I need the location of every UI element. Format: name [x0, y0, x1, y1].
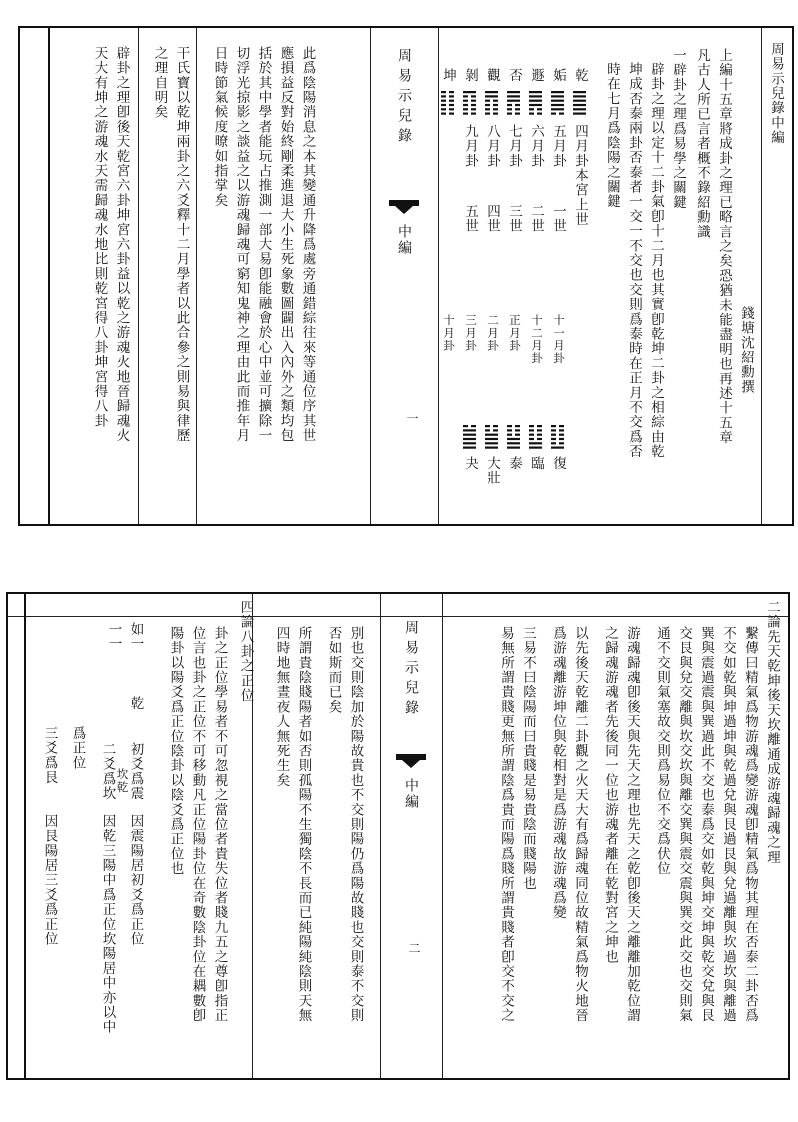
paired-month: 十月卦	[442, 314, 456, 353]
intro-line-2: 凡古人所已言者概不錄紹勳識	[694, 48, 710, 240]
page-number: 二	[407, 942, 421, 954]
paired-hexagram-name: 夬	[462, 456, 478, 471]
hexagram-symbol	[440, 90, 455, 116]
section3-line-2: 別也交則陰加於陽故貴也不交則陽仍爲陽故賤也交則泰不交則	[347, 626, 364, 1023]
section3-title: 三易不曰陰陽而曰貴賤是易貴陰而賤陽也	[520, 626, 536, 891]
divider	[761, 28, 762, 524]
band-section: 中編	[396, 224, 412, 256]
band-title: 周易示兒錄	[403, 620, 419, 720]
pos-row-2-note: 因乾三陽中爲正位坎陽居中亦以中	[99, 814, 116, 1035]
hexagram-name: 姤	[550, 68, 566, 83]
paired-hexagram-symbol	[484, 424, 499, 450]
section3-line-4: 所謂貴陰賤陽者如否則孤陽不生獨陰不長而已純陽純陰則天無	[295, 626, 312, 1023]
hexagram-name: 遯	[528, 68, 544, 83]
section4-line-3: 陽卦以陽爻爲正位陰卦以陰爻爲正位也	[167, 626, 184, 876]
hexagram-month: 九月卦	[462, 124, 478, 169]
paired-hexagram-symbol	[462, 424, 477, 450]
hexagram-generation: 四世	[484, 204, 500, 234]
hexagram-symbol	[506, 90, 521, 116]
paired-month: 正月卦	[508, 314, 522, 353]
fish-tail-ornament	[396, 754, 426, 760]
body-line-9: 天大有坤之游魂水天需歸魂水地比則乾宮得八卦坤宮得八卦	[91, 46, 108, 429]
hexagram-name: 乾	[572, 68, 588, 83]
pos-row-1-name: 乾	[127, 696, 144, 711]
section2-title: 二論先天乾坤後天坎離通成游魂歸魂之理	[764, 600, 780, 865]
section1-line-3: 時在七月爲陰陽之關鍵	[604, 62, 620, 209]
center-band	[370, 28, 438, 524]
page-number: 一	[405, 412, 419, 424]
section2-line-9: 爲游魂離游坤位與乾相對是爲游魂故游魂爲變	[550, 626, 566, 920]
section1-line-2: 坤成否泰兩卦否泰者一交一不交也交則爲泰時在正月不交爲否	[626, 62, 642, 459]
left-border	[48, 28, 50, 524]
paired-month: 二月卦	[486, 314, 500, 353]
center-band	[380, 594, 442, 1078]
hexagram-name: 觀	[484, 68, 500, 83]
body-line-1: 此爲陰陽消息之本其變通升降爲處旁通錯綜往來等通位序其世	[299, 46, 316, 443]
pos-row-2-small: 坎乾	[115, 768, 130, 794]
author-line: 錢塘沈紹勳撰	[738, 306, 754, 395]
hexagram-name: 剝	[462, 68, 478, 83]
section2-line-2: 不交如乾與坤過坤與乾過兌與艮過艮與兌過離與坎過坎與離過	[720, 626, 736, 1023]
hexagram-symbol	[528, 90, 543, 116]
band-border-right	[438, 28, 439, 524]
fish-tail-ornament	[389, 200, 419, 206]
section2-line-3: 巽與震過震與巽過此不交也泰爲交如乾與坤交坤與乾交兌與艮	[698, 626, 714, 1023]
page-header: 周易示兒錄中編	[768, 42, 784, 145]
section4-line-1: 卦之正位學易者不可忽視之當位者貴失位者賤九五之尊卽指正	[211, 626, 228, 1023]
hexagram-month: 七月卦	[506, 124, 522, 169]
left-border	[24, 594, 26, 1078]
divider	[196, 28, 197, 524]
hexagram-name: 坤	[440, 68, 456, 83]
pos-row-4-pos: 三爻爲艮	[41, 726, 58, 785]
section2-line-8: 以先後天乾離二卦觀之火天大有爲歸魂同位故精氣爲物火地晉	[572, 626, 588, 1023]
section2-line-6: 游魂歸魂卽後天與先天之理也先天之乾卽後天之離離加乾位謂	[624, 626, 640, 1023]
band-section: 中編	[403, 778, 419, 810]
intro-line-1: 上編十五章將成卦之理已略言之矣恐猶未能盡明也再述十五章	[716, 48, 732, 445]
body-line-6: 干氏寶以乾坤兩卦之六爻釋十二月學者以此合參之則易與律歷	[173, 46, 190, 443]
hexagram-generation: 五世	[462, 204, 478, 234]
body-line-8: 辟卦之理卽後天乾宮六卦坤宮六卦益以乾之游魂火地晉歸魂火	[113, 46, 130, 443]
band-title: 周易示兒錄	[396, 48, 412, 148]
hexagram-generation: 一世	[550, 204, 566, 234]
paired-month: 十一月卦	[552, 314, 566, 365]
paired-hexagram-name: 臨	[528, 456, 544, 471]
section2-line-7: 之歸魂游魂者先後同一位也游魂者離在乾對宮之坤也	[602, 626, 618, 965]
section3-line-3: 否如斯而已矣	[325, 626, 342, 715]
pos-row-2-num: 一一	[105, 622, 122, 652]
hexagram-month: 五月卦	[550, 124, 566, 169]
hexagram-month: 六月卦	[528, 124, 544, 169]
body-line-3: 括於其中學者能玩占推測一部大易卽能融會於心中並可擴除一	[255, 46, 272, 443]
pos-row-1-num: 如一	[127, 622, 144, 652]
paired-month: 三月卦	[464, 314, 478, 353]
section1-title: 一辟卦之理爲易學之關鍵	[670, 48, 686, 210]
hexagram-symbol	[462, 90, 477, 116]
hexagram-month: 八月卦	[484, 124, 500, 169]
section1-line-1: 辟卦之理以定十二卦氣卽十二月也其實卽乾坤二卦之相綜由乾	[648, 62, 664, 459]
pos-row-3-pos: 爲正位	[69, 726, 86, 771]
divider	[252, 594, 253, 1078]
hexagram-symbol	[484, 90, 499, 116]
paired-hexagram-name: 復	[550, 456, 566, 471]
divider	[138, 28, 139, 524]
page-bottom	[6, 592, 790, 1080]
body-line-2: 應損益反對始終剛柔進退大小生死象數圖闢出入內外之類均包	[277, 46, 294, 443]
section3-line-5: 四時地無晝夜人無死生矣	[273, 626, 290, 788]
hexagram-generation: 二世	[528, 204, 544, 234]
section4-title: 四論八卦之正位	[237, 600, 254, 703]
paired-hexagram-name: 大壯	[484, 456, 500, 486]
body-line-4: 切浮光掠影之談益之以游魂歸魂可窮知鬼神之理由此而推年月	[233, 46, 250, 443]
section4-line-2: 位言也卦之正位不可移動凡正位陽卦位在奇數陰卦位在耦數卽	[189, 626, 206, 1023]
section2-line-4: 交艮與兌交離與坎交坎與離交巽與震交震與巽交此交也交則氣	[676, 626, 692, 1023]
body-line-5: 日時節氣候度暸如指掌矣	[211, 46, 228, 208]
band-border-right	[442, 594, 443, 1078]
paired-hexagram-name: 泰	[506, 456, 522, 471]
section2-line-5: 通不交則氣塞故交則爲易位不交爲伏位	[654, 626, 670, 876]
hexagram-name: 否	[506, 68, 522, 83]
paired-hexagram-symbol	[550, 424, 565, 450]
pos-row-1-pos: 初爻爲震	[127, 742, 144, 801]
pos-row-4-note: 因艮陽居三爻爲正位	[41, 814, 58, 947]
hexagram-generation: 三世	[506, 204, 522, 234]
body-line-7: 之理自明矣	[151, 46, 168, 120]
hexagram-symbol	[550, 90, 565, 116]
paired-hexagram-symbol	[506, 424, 521, 450]
paired-hexagram-symbol	[528, 424, 543, 450]
section2-line-1: 繫傳曰精氣爲物游魂爲變游魂卽精氣爲物其理在否泰二卦否爲	[742, 626, 758, 1023]
paired-month: 十二月卦	[530, 314, 544, 365]
page-top	[18, 26, 794, 526]
hexagram-month: 四月卦本宮上世	[572, 124, 588, 227]
hexagram-symbol	[572, 90, 587, 116]
section3-line-1: 易無所謂貴賤更無所謂陰爲貴而陽爲賤所謂貴賤者卽交不交之	[498, 626, 514, 1023]
pos-row-1-note: 因震陽居初爻爲正位	[127, 814, 144, 947]
pos-row-2-pos: 二爻爲坎	[99, 742, 116, 801]
